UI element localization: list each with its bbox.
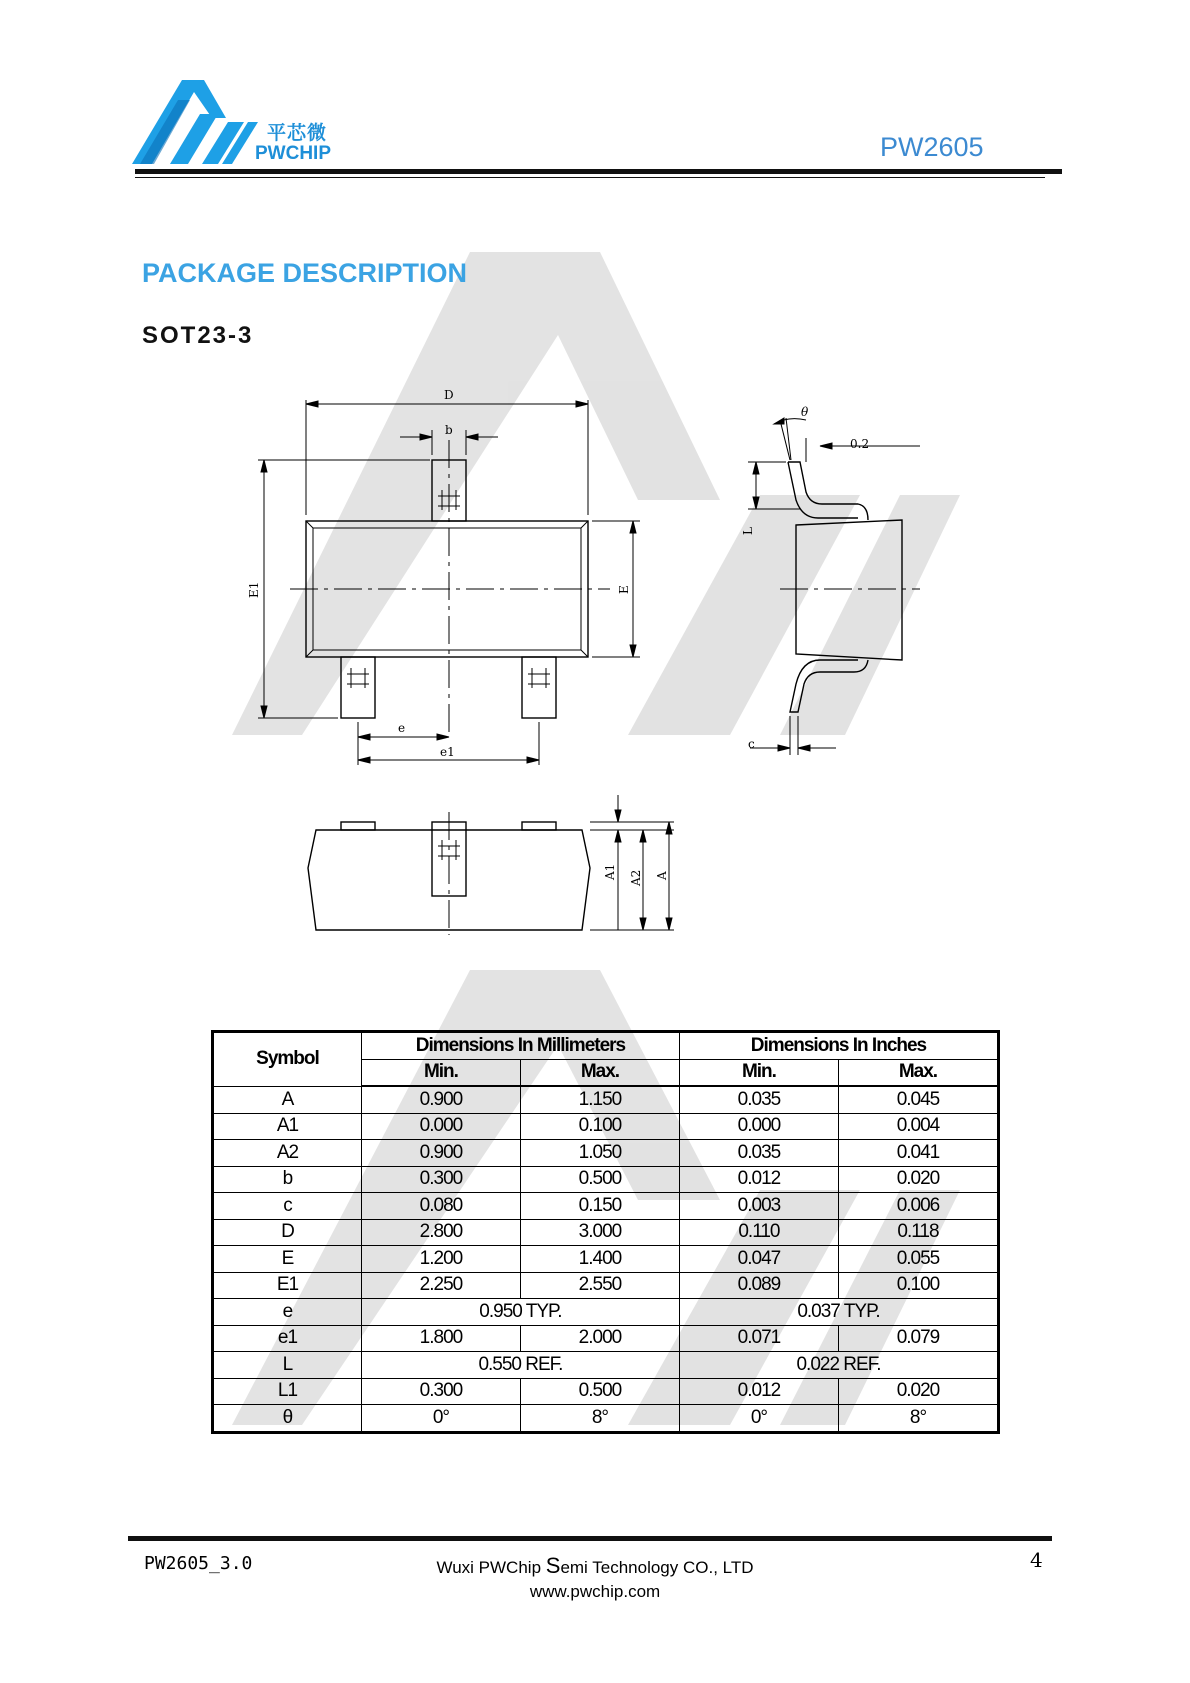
cell-in-min: 0.089	[679, 1272, 838, 1299]
cell-mm-min: 0.300	[361, 1378, 520, 1405]
logo-chinese-name: 平芯微	[267, 122, 328, 144]
table-row	[213, 1219, 999, 1246]
cell-mm-max: 2.550	[520, 1272, 679, 1299]
cell-in-span: 0.037 TYP.	[679, 1299, 998, 1326]
header-in-min: Min.	[679, 1059, 838, 1086]
cell-in-max: 0.055	[838, 1246, 998, 1273]
header-part-number: PW2605	[880, 132, 984, 162]
label-c: c	[748, 737, 755, 751]
table-row	[213, 1378, 999, 1405]
cell-mm-min: 2.800	[361, 1219, 520, 1246]
cell-mm-max: 2.000	[520, 1325, 679, 1352]
cell-symbol: E1	[213, 1272, 362, 1299]
cell-mm-max: 0.100	[520, 1113, 679, 1140]
label-A1: A1	[603, 863, 617, 880]
section-title: PACKAGE DESCRIPTION	[142, 258, 468, 288]
package-name: SOT23-3	[142, 322, 254, 349]
footer-rule	[128, 1536, 1052, 1541]
cell-mm-min: 2.250	[361, 1272, 520, 1299]
table-row	[213, 1352, 999, 1379]
cell-in-min: 0.035	[679, 1086, 838, 1113]
cell-in-min: 0.012	[679, 1166, 838, 1193]
cell-mm-max: 3.000	[520, 1219, 679, 1246]
cell-mm-max: 1.050	[520, 1140, 679, 1167]
top-view	[247, 388, 640, 765]
label-theta: θ	[801, 405, 809, 419]
dimension-table	[211, 1030, 1000, 1434]
cell-in-max: 0.045	[838, 1086, 998, 1113]
cell-symbol: b	[213, 1166, 362, 1193]
cell-mm-max: 0.500	[520, 1378, 679, 1405]
cell-mm-span: 0.950 TYP.	[361, 1299, 679, 1326]
header-inches: Dimensions In Inches	[679, 1032, 998, 1060]
cell-mm-min: 0.300	[361, 1166, 520, 1193]
cell-symbol: A1	[213, 1113, 362, 1140]
company-url: www.pwchip.com	[529, 1582, 661, 1601]
cell-mm-min: 0.900	[361, 1140, 520, 1167]
company-name	[0, 1553, 1190, 1579]
company-name-prefix: Wuxi PWChip	[436, 1558, 546, 1577]
cell-in-max: 0.004	[838, 1113, 998, 1140]
cell-in-min: 0.047	[679, 1246, 838, 1273]
label-D: D	[444, 388, 454, 402]
cell-mm-min: 1.800	[361, 1325, 520, 1352]
header-in-max: Max.	[838, 1059, 998, 1086]
cell-symbol: e1	[213, 1325, 362, 1352]
cell-mm-min: 0.080	[361, 1193, 520, 1220]
cell-mm-max: 1.400	[520, 1246, 679, 1273]
cell-in-max: 0.100	[838, 1272, 998, 1299]
cell-mm-min: 0°	[361, 1405, 520, 1433]
table-row	[213, 1325, 999, 1352]
cell-symbol: θ	[213, 1405, 362, 1433]
table-row	[213, 1140, 999, 1167]
cell-mm-min: 1.200	[361, 1246, 520, 1273]
cell-mm-min: 0.900	[361, 1086, 520, 1113]
page-number: 4	[1030, 1548, 1043, 1572]
label-A: A	[655, 871, 669, 880]
cell-in-max: 0.020	[838, 1378, 998, 1405]
cell-mm-min: 0.000	[361, 1113, 520, 1140]
cell-in-max: 0.041	[838, 1140, 998, 1167]
cell-symbol: L1	[213, 1378, 362, 1405]
label-b: b	[445, 423, 453, 437]
table-row	[213, 1272, 999, 1299]
label-L: L	[741, 527, 755, 535]
cell-mm-max: 0.150	[520, 1193, 679, 1220]
cell-symbol: L	[213, 1352, 362, 1379]
cell-mm-span: 0.550 REF.	[361, 1352, 679, 1379]
header-mm-max: Max.	[520, 1059, 679, 1086]
label-lead-gap: 0.2	[850, 437, 870, 451]
table-row	[213, 1299, 999, 1326]
label-A2: A2	[629, 869, 643, 886]
cell-mm-max: 0.500	[520, 1166, 679, 1193]
header-mm-min: Min.	[361, 1059, 520, 1086]
cell-in-span: 0.022 REF.	[679, 1352, 998, 1379]
cell-in-min: 0.110	[679, 1219, 838, 1246]
table-row	[213, 1166, 999, 1193]
table-row	[213, 1113, 999, 1140]
company-name-s: S	[545, 1553, 561, 1578]
cell-symbol: A2	[213, 1140, 362, 1167]
doc-version: PW2605_3.0	[144, 1553, 253, 1574]
cell-in-min: 0.000	[679, 1113, 838, 1140]
cell-symbol: e	[213, 1299, 362, 1326]
cell-in-min: 0.035	[679, 1140, 838, 1167]
cell-symbol: c	[213, 1193, 362, 1220]
side-view	[741, 405, 920, 755]
header-millimeters: Dimensions In Millimeters	[361, 1032, 679, 1060]
cell-in-max: 8°	[838, 1405, 998, 1433]
label-e: e	[398, 721, 406, 735]
cell-in-min: 0°	[679, 1405, 838, 1433]
cell-symbol: D	[213, 1219, 362, 1246]
cell-mm-max: 8°	[520, 1405, 679, 1433]
label-E: E	[617, 585, 631, 594]
cell-symbol: E	[213, 1246, 362, 1273]
cell-in-max: 0.079	[838, 1325, 998, 1352]
logo-english-name: PWCHIP	[255, 143, 331, 164]
front-view	[308, 795, 674, 935]
table-row	[213, 1193, 999, 1220]
label-E1: E1	[247, 581, 261, 598]
cell-in-min: 0.003	[679, 1193, 838, 1220]
table-row	[213, 1246, 999, 1273]
label-e1: e1	[440, 745, 455, 759]
cell-in-max: 0.118	[838, 1219, 998, 1246]
cell-symbol: A	[213, 1086, 362, 1113]
cell-in-max: 0.006	[838, 1193, 998, 1220]
cell-in-min: 0.071	[679, 1325, 838, 1352]
company-name-suffix: emi Technology CO., LTD	[560, 1558, 754, 1577]
cell-in-min: 0.012	[679, 1378, 838, 1405]
cell-mm-max: 1.150	[520, 1086, 679, 1113]
header-symbol: Symbol	[213, 1032, 362, 1087]
table-row	[213, 1405, 999, 1433]
table-row	[213, 1086, 999, 1113]
cell-in-max: 0.020	[838, 1166, 998, 1193]
